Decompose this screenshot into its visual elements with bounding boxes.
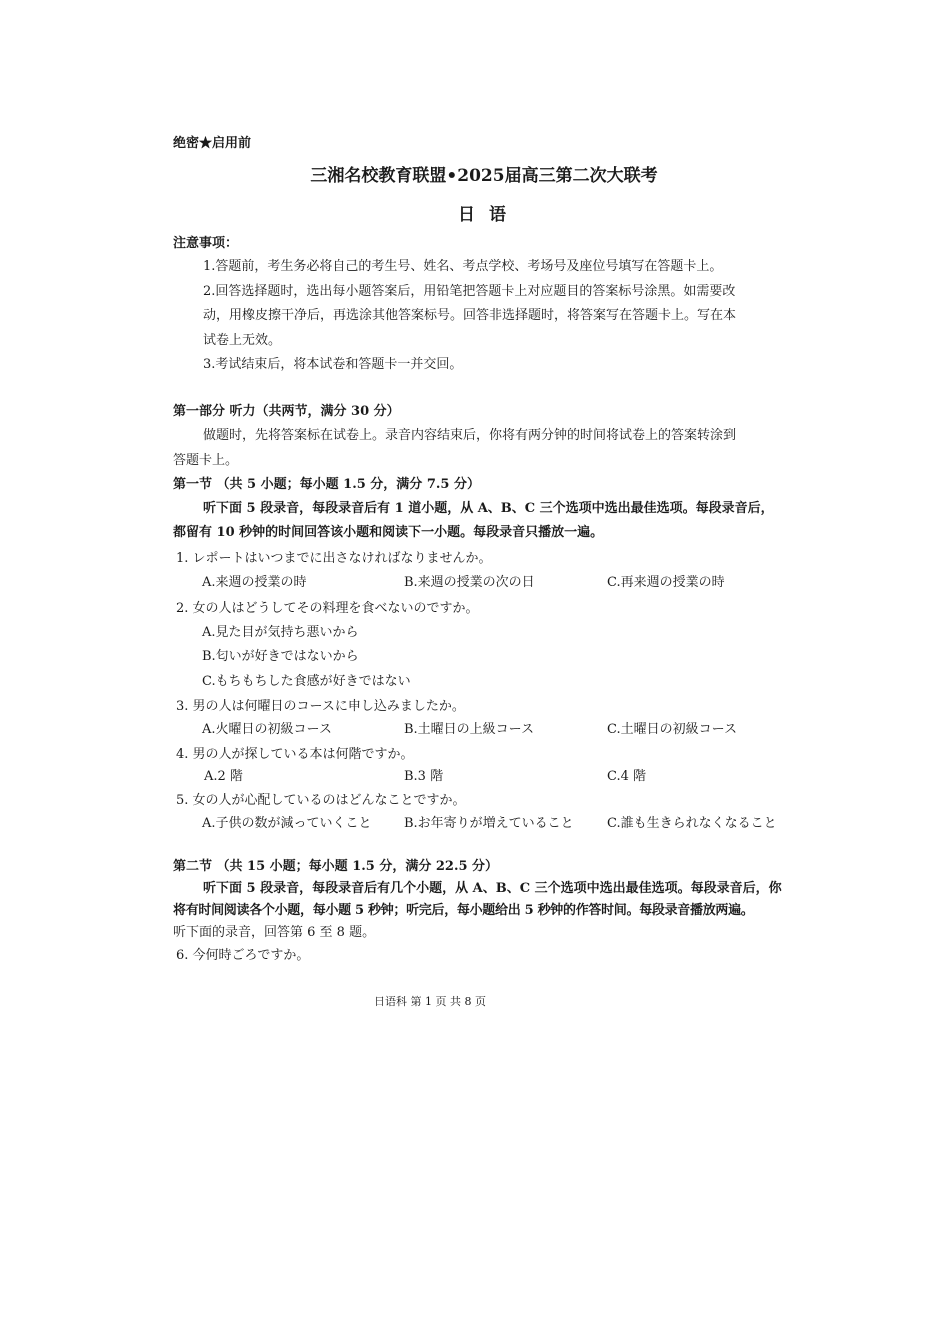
question-4-option-a: A.2 階 [204, 769, 243, 784]
question-2-stem: 2. 女の人はどうしてその料理を食べないのですか。 [176, 601, 479, 616]
question-2-option-b: B.匂いが好きではないから [202, 649, 359, 664]
notice-item-2-end: 试卷上无效。 [203, 333, 282, 348]
exam-title: 三湘名校教育联盟•2025届高三第二次大联考 [310, 166, 658, 186]
question-2-option-c: C.もちもちした食感が好きではない [202, 674, 411, 689]
subject-title: 日 语 [458, 205, 510, 225]
question-5-option-b: B.お年寄りが増えていること [404, 816, 574, 831]
section1-heading: 第一节 （共 5 小题；每小题 1.5 分，满分 7.5 分） [173, 477, 480, 492]
question-1-option-b: B.来週の授業の次の日 [404, 575, 535, 590]
question-5-option-a: A.子供の数が減っていくこと [202, 816, 372, 831]
page-footer: 日语科 第 1 页 共 8 页 [374, 995, 486, 1008]
question-1-option-c: C.再来週の授業の時 [607, 575, 725, 590]
notice-item-2-cont: 动，用橡皮擦干净后，再选涂其他答案标号。回答非选择题时，将答案写在答题卡上。写在本 [203, 308, 737, 323]
notice-heading: 注意事项： [173, 236, 239, 251]
section2-instruction: 听下面 5 段录音，每段录音后有几个小题，从 A、B、C 三个选项中选出最佳选项。每段录音后，你 [203, 881, 782, 896]
notice-item-3: 3.考试结束后，将本试卷和答题卡一并交回。 [203, 357, 463, 372]
question-1-option-a: A.来週の授業の時 [202, 575, 307, 590]
part1-intro-cont: 答题卡上。 [173, 453, 239, 468]
section1-instruction-cont: 都留有 10 秒钟的时间回答该小题和阅读下一小题。每段录音只播放一遍。 [173, 525, 604, 540]
section2-heading: 第二节 （共 15 小题；每小题 1.5 分，满分 22.5 分） [173, 859, 499, 874]
secret-label: 绝密★启用前 [173, 136, 252, 151]
notice-item-2: 2.回答选择题时，选出每小题答案后，用铅笔把答题卡上对应题目的答案标号涂黑。如需要改 [203, 284, 736, 299]
question-4-option-b: B.3 階 [404, 769, 444, 784]
question-6-stem: 6. 今何時ごろですか。 [176, 948, 310, 963]
question-2-option-a: A.見た目が気持ち悪いから [202, 625, 359, 640]
part1-intro: 做题时，先将答案标在试卷上。录音内容结束后，你将有两分钟的时间将试卷上的答案转涂到 [203, 428, 737, 443]
question-5-stem: 5. 女の人が心配しているのはどんなことですか。 [176, 793, 466, 808]
section1-instruction: 听下面 5 段录音，每段录音后有 1 道小题，从 A、B、C 三个选项中选出最佳选项。每段录音后， [203, 501, 774, 516]
question-3-option-b: B.土曜日の上級コース [404, 722, 535, 737]
question-4-option-c: C.4 階 [607, 769, 647, 784]
question-3-option-c: C.土曜日の初級コース [607, 722, 737, 737]
question-5-option-c: C.誰も生きられなくなること [607, 816, 777, 831]
section2-instruction-cont: 将有时间阅读各个小题，每小题 5 秒钟；听完后，每小题给出 5 秒钟的作答时间。每段录音播放两遍。 [173, 903, 754, 918]
question-4-stem: 4. 男の人が探している本は何階ですか。 [176, 747, 414, 762]
question-1-stem: 1. レポートはいつまでに出さなければなりませんか。 [176, 551, 492, 566]
section2-instruction-end: 听下面的录音，回答第 6 至 8 题。 [173, 925, 376, 940]
notice-item-1: 1.答题前，考生务必将自己的考生号、姓名、考点学校、考场号及座位号填写在答题卡上。 [203, 259, 723, 274]
question-3-stem: 3. 男の人は何曜日のコースに申し込みましたか。 [176, 699, 465, 714]
part1-heading: 第一部分 听力（共两节，满分 30 分） [173, 404, 400, 419]
question-3-option-a: A.火曜日の初級コース [202, 722, 332, 737]
